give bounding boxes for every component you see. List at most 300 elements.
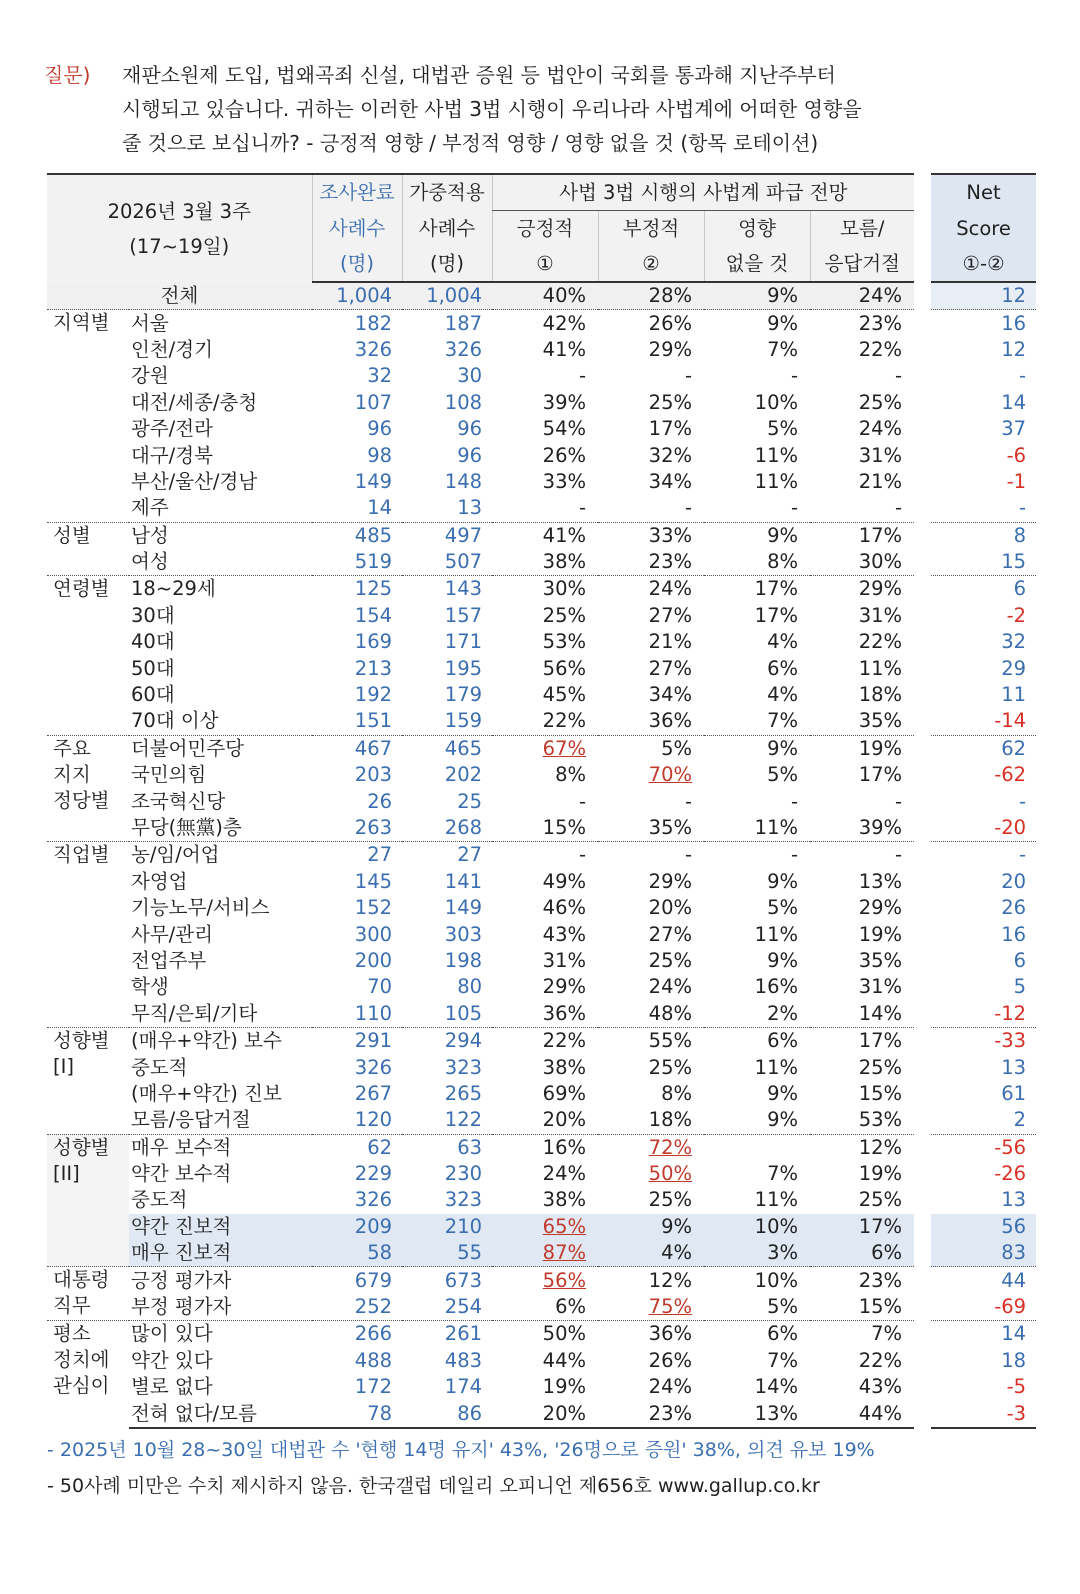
no-effect-pct: 9% [704, 310, 810, 337]
negative-pct: 36% [598, 1321, 704, 1348]
weighted-count: 261 [402, 1321, 492, 1348]
table-body [47, 282, 1036, 1428]
negative-pct: 12% [598, 1267, 704, 1294]
no-effect-pct: 10% [754, 390, 799, 414]
surveyed-count: 14 [367, 496, 393, 520]
table-row [47, 1001, 1036, 1028]
positive-pct: 39% [542, 390, 587, 414]
negative-pct: 26% [598, 310, 704, 337]
group-label: 성향별 [II] [47, 1134, 129, 1267]
period-header [47, 174, 312, 282]
surveyed-count: 62 [312, 1134, 402, 1161]
column-gap [914, 842, 931, 869]
surveyed-count: 291 [312, 1027, 402, 1054]
row-label: 부정 평가자 [131, 1295, 232, 1319]
weighted-count: 326 [444, 337, 483, 361]
dontknow-pct: 23% [810, 1267, 914, 1294]
surveyed-count: 154 [354, 603, 393, 627]
row-label: 서울 [129, 310, 312, 337]
positive-header-2: ① [492, 246, 598, 282]
no-effect-pct: - [790, 364, 799, 388]
row-label: 약간 있다 [131, 1348, 213, 1372]
table-row [47, 495, 1036, 522]
row-label: 제주 [131, 496, 169, 520]
column-gap [914, 1001, 931, 1028]
no-effect-pct: 4% [767, 683, 799, 707]
weighted-count: 202 [444, 763, 483, 787]
positive-pct: 33% [542, 469, 587, 493]
column-gap [914, 282, 931, 310]
weighted-count: 198 [444, 948, 483, 972]
net-header-2: Score [931, 211, 1036, 247]
weighted-count: 1,004 [402, 282, 492, 310]
surveyed-count: 58 [312, 1240, 402, 1267]
row-label: 모름/응답거절 [131, 1108, 251, 1132]
table-row [47, 869, 1036, 895]
dontknow-pct: 15% [858, 1081, 903, 1105]
positive-pct [492, 1267, 598, 1294]
weighted-count: 105 [444, 1001, 483, 1025]
negative-pct: - [684, 496, 693, 520]
row-label: 농/임/어업 [129, 842, 312, 869]
negative-pct: 23% [598, 1400, 704, 1427]
surveyed-count: 485 [312, 522, 402, 549]
dontknow-pct: - [810, 842, 914, 869]
weighted-count: 96 [457, 417, 483, 441]
positive-pct: 42% [492, 310, 598, 337]
positive-pct: 36% [542, 1001, 587, 1025]
weighted-count: 268 [444, 816, 483, 839]
footnotes [47, 1432, 875, 1504]
dontknow-pct: 19% [858, 922, 903, 946]
negative-pct-highlight: 75% [648, 1295, 693, 1319]
table-row [47, 416, 1036, 442]
surveyed-count: 203 [354, 763, 393, 787]
surveyed-header-3: (명) [312, 246, 402, 282]
weighted-count: 13 [457, 496, 483, 520]
surveyed-count: 172 [354, 1375, 393, 1399]
group-label: 성별 [47, 522, 129, 576]
row-label: 대구/경북 [131, 443, 213, 467]
net-score: 56 [931, 1214, 1036, 1240]
table-row [47, 921, 1036, 947]
negative-pct: 25% [648, 1055, 693, 1079]
positive-pct: 56% [542, 656, 587, 680]
weighted-count: 148 [444, 469, 483, 493]
weighted-count: 141 [444, 869, 483, 893]
table-row [47, 815, 1036, 842]
net-score: 6 [931, 576, 1036, 603]
table-row [47, 1374, 1036, 1400]
weighted-count: 96 [457, 443, 483, 467]
no-effect-pct: 3% [704, 1240, 810, 1267]
weighted-header-2: 사례수 [402, 211, 492, 247]
weighted-count: 187 [402, 310, 492, 337]
table-row [47, 629, 1036, 655]
table-row [47, 1134, 1036, 1161]
column-gap [914, 895, 931, 921]
positive-pct: 15% [542, 816, 587, 839]
surveyed-count: 266 [312, 1321, 402, 1348]
surveyed-count: 182 [312, 310, 402, 337]
no-effect-pct: 11% [754, 1188, 799, 1212]
column-gap [914, 735, 931, 762]
row-label: 부산/울산/경남 [131, 469, 258, 493]
negative-pct [598, 1294, 704, 1321]
column-gap [914, 869, 931, 895]
column-gap [914, 815, 931, 842]
surveyed-count: 151 [354, 709, 393, 733]
weighted-count: 230 [444, 1162, 483, 1186]
net-score: -2 [1006, 603, 1027, 627]
surveyed-count: 149 [354, 469, 393, 493]
positive-pct: 44% [542, 1348, 587, 1372]
surveyed-count: 98 [367, 443, 393, 467]
column-gap [914, 1107, 931, 1134]
net-score: 20 [1001, 869, 1027, 893]
row-label: 약간 진보적 [129, 1214, 312, 1240]
net-score: 18 [1001, 1348, 1027, 1372]
outlook-group-header: 사법 3법 시행의 사법계 파급 전망 [492, 174, 914, 211]
no-effect-pct: - [790, 496, 799, 520]
column-gap [914, 974, 931, 1000]
surveyed-count: 326 [354, 337, 393, 361]
dontknow-pct: 35% [858, 709, 903, 733]
positive-pct-highlight: 87% [542, 1241, 587, 1265]
negative-pct: 29% [648, 869, 693, 893]
positive-pct: 40% [492, 282, 598, 310]
net-score: 32 [1001, 630, 1027, 654]
negative-pct: 20% [648, 896, 693, 920]
column-gap [914, 1187, 931, 1213]
net-score: -3 [931, 1400, 1036, 1427]
positive-pct: 45% [542, 683, 587, 707]
no-effect-pct: 5% [767, 1295, 799, 1319]
no-effect-pct: 9% [767, 1108, 799, 1132]
footnote-previous-survey: - 2025년 10월 28~30일 대법관 수 '현행 14명 유지' 43%, '26명으로 증원' 38%, 의견 유보 19% [47, 1439, 875, 1461]
dontknow-pct: 25% [858, 1188, 903, 1212]
row-label: 인천/경기 [131, 337, 213, 361]
dontknow-pct: 31% [858, 443, 903, 467]
table-row [47, 1027, 1036, 1054]
positive-pct [492, 1240, 598, 1267]
negative-pct [598, 762, 704, 788]
net-score: 62 [931, 735, 1036, 762]
negative-pct: 25% [648, 1188, 693, 1212]
positive-pct: 38% [542, 1188, 587, 1212]
dontknow-pct: 13% [858, 869, 903, 893]
dontknow-pct: 17% [810, 1027, 914, 1054]
dontknow-pct: 35% [858, 948, 903, 972]
surveyed-count: 467 [312, 735, 402, 762]
group-label: 성향별 [I] [47, 1027, 129, 1134]
no-effect-header-2: 없을 것 [704, 246, 810, 282]
weighted-count: 30 [457, 364, 483, 388]
row-label: 40대 [131, 630, 175, 654]
period-dates: (17~19일) [129, 234, 230, 258]
row-label: 자영업 [131, 869, 188, 893]
table-row [47, 1321, 1036, 1348]
surveyed-count: 169 [354, 630, 393, 654]
row-label: 전혀 없다/모름 [129, 1400, 312, 1427]
row-label: 매우 보수적 [129, 1134, 312, 1161]
negative-pct [598, 1134, 704, 1161]
column-gap [914, 469, 931, 495]
weighted-count: 265 [444, 1081, 483, 1105]
positive-pct: 26% [542, 443, 587, 467]
footnote-source: - 50사례 미만은 수치 제시하지 않음. 한국갤럽 데일리 오피니언 제656호 www.gallup.co.kr [47, 1475, 820, 1497]
negative-header-2: ② [598, 246, 704, 282]
surveyed-header-2: 사례수 [312, 211, 402, 247]
weighted-count: 174 [444, 1375, 483, 1399]
net-score: -26 [994, 1162, 1027, 1186]
row-label: (매우+약간) 진보 [131, 1081, 282, 1105]
weighted-count: 323 [444, 1188, 483, 1212]
period-label: 2026년 3월 3주 [107, 199, 251, 223]
net-score: 83 [931, 1240, 1036, 1267]
dontknow-pct: 22% [858, 1348, 903, 1372]
negative-pct: 25% [648, 948, 693, 972]
negative-pct: 27% [648, 603, 693, 627]
column-gap [914, 1294, 931, 1321]
dontknow-pct: 11% [858, 656, 903, 680]
weighted-count: 507 [444, 550, 483, 574]
negative-pct: 29% [648, 337, 693, 361]
column-gap [914, 1240, 931, 1267]
positive-pct: 41% [542, 337, 587, 361]
positive-pct-highlight: 56% [542, 1268, 587, 1292]
positive-pct [492, 1214, 598, 1240]
row-label: 무당(無黨)층 [131, 816, 242, 839]
surveyed-count: 107 [354, 390, 393, 414]
column-gap [914, 363, 931, 389]
column-gap [914, 762, 931, 788]
negative-pct: 8% [661, 1081, 693, 1105]
net-score: 14 [1001, 390, 1027, 414]
row-label: 무직/은퇴/기타 [131, 1001, 258, 1025]
row-label: 약간 보수적 [131, 1162, 232, 1186]
column-gap [914, 1348, 931, 1374]
surveyed-count: 120 [354, 1108, 393, 1132]
no-effect-pct: 9% [767, 1081, 799, 1105]
positive-pct: 6% [555, 1295, 587, 1319]
weighted-count: 195 [444, 656, 483, 680]
net-score: -14 [994, 709, 1027, 733]
group-label: 연령별 [47, 576, 129, 735]
no-effect-pct: 16% [754, 975, 799, 999]
no-effect-pct: 14% [754, 1375, 799, 1399]
no-effect-header: 영향 [704, 211, 810, 247]
surveyed-header: 조사완료 [312, 174, 402, 211]
net-score: 44 [931, 1267, 1036, 1294]
weighted-count: 497 [402, 522, 492, 549]
dontknow-pct: 22% [858, 337, 903, 361]
row-label: 18~29세 [129, 576, 312, 603]
dontknow-pct: - [895, 364, 903, 388]
row-label: 매우 진보적 [129, 1240, 312, 1267]
table-row [47, 549, 1036, 576]
surveyed-count: 27 [312, 842, 402, 869]
dontknow-pct: 24% [858, 417, 903, 441]
weighted-count: 210 [402, 1214, 492, 1240]
weighted-count: 303 [444, 922, 483, 946]
weighted-count: 86 [402, 1400, 492, 1427]
negative-pct: 26% [648, 1348, 693, 1372]
positive-pct: 25% [542, 603, 587, 627]
negative-pct: 35% [648, 816, 693, 839]
table-row [47, 1267, 1036, 1294]
dontknow-pct: 6% [810, 1240, 914, 1267]
net-score: - [1019, 789, 1027, 813]
positive-pct: 30% [492, 576, 598, 603]
table-row [47, 1107, 1036, 1134]
positive-pct: 49% [542, 869, 587, 893]
negative-pct: 24% [648, 975, 693, 999]
table-row [47, 1214, 1036, 1240]
net-score: -33 [931, 1027, 1036, 1054]
total-label: 전체 [47, 282, 312, 310]
no-effect-pct: 8% [767, 550, 799, 574]
table-row-total [47, 282, 1036, 310]
column-gap [914, 1161, 931, 1187]
surveyed-count: 145 [354, 869, 393, 893]
dontknow-pct: 7% [810, 1321, 914, 1348]
surveyed-count: 209 [312, 1214, 402, 1240]
negative-pct: 48% [648, 1001, 693, 1025]
positive-pct: 53% [542, 630, 587, 654]
negative-pct: 27% [648, 656, 693, 680]
column-gap [914, 1267, 931, 1294]
table-row [47, 363, 1036, 389]
table-row [47, 337, 1036, 363]
negative-pct: 27% [648, 922, 693, 946]
results-table [47, 173, 1036, 1429]
group-label: 대통령 직무 [47, 1267, 129, 1321]
table-row [47, 576, 1036, 603]
weighted-count: 159 [444, 709, 483, 733]
positive-pct: 69% [542, 1081, 587, 1105]
column-gap [914, 603, 931, 629]
net-score: 13 [1001, 1188, 1027, 1212]
column-gap [914, 1374, 931, 1400]
row-label: 많이 있다 [129, 1321, 312, 1348]
row-label: 긍정 평가자 [129, 1267, 312, 1294]
net-score: -12 [994, 1001, 1027, 1025]
positive-pct [492, 735, 598, 762]
column-gap [914, 921, 931, 947]
net-score: 15 [1001, 550, 1027, 574]
row-label: 중도적 [131, 1055, 188, 1079]
negative-pct [598, 1161, 704, 1187]
positive-pct: 20% [492, 1400, 598, 1427]
group-label: 평소 정치에 관심이 [47, 1321, 129, 1428]
surveyed-count: 679 [312, 1267, 402, 1294]
net-score: - [1019, 496, 1027, 520]
table-row [47, 1400, 1036, 1427]
positive-pct: 50% [492, 1321, 598, 1348]
column-gap [914, 708, 931, 735]
dontknow-header: 모름/ [810, 211, 914, 247]
table-row [47, 390, 1036, 416]
net-score: 16 [1001, 922, 1027, 946]
dontknow-pct: 12% [810, 1134, 914, 1161]
net-score: 29 [1001, 656, 1027, 680]
no-effect-pct: 5% [767, 763, 799, 787]
group-label: 주요 지지 정당별 [47, 735, 129, 842]
surveyed-count: 96 [367, 417, 393, 441]
negative-pct: 24% [598, 576, 704, 603]
dontknow-pct: - [895, 496, 903, 520]
no-effect-pct: 4% [767, 630, 799, 654]
net-score: -20 [994, 816, 1027, 839]
question-line-3: 줄 것으로 보십니까? - 긍정적 영향 / 부정적 영향 / 영향 없을 것 (항목 로테이션) [122, 131, 819, 155]
dontknow-pct: 25% [858, 1055, 903, 1079]
no-effect-pct: 10% [704, 1214, 810, 1240]
net-score: -56 [931, 1134, 1036, 1161]
row-label: 전업주부 [131, 948, 207, 972]
no-effect-pct: 10% [704, 1267, 810, 1294]
positive-pct-highlight: 65% [542, 1214, 587, 1238]
dontknow-pct: 31% [858, 603, 903, 627]
net-score: 5 [1013, 975, 1027, 999]
table-row [47, 603, 1036, 629]
net-score: 16 [931, 310, 1036, 337]
dontknow-pct: 22% [858, 630, 903, 654]
group-label: 직업별 [47, 842, 129, 1028]
dontknow-pct: 17% [810, 522, 914, 549]
positive-pct: 22% [492, 1027, 598, 1054]
surveyed-count: 70 [367, 975, 393, 999]
column-gap [914, 549, 931, 576]
net-score: 8 [931, 522, 1036, 549]
weighted-count: 55 [402, 1240, 492, 1267]
weighted-count: 673 [402, 1267, 492, 1294]
dontknow-pct: 29% [858, 896, 903, 920]
dontknow-pct: 15% [858, 1295, 903, 1319]
net-score: 12 [931, 282, 1036, 310]
positive-pct: - [578, 496, 587, 520]
surveyed-count: 229 [354, 1162, 393, 1186]
row-label: 중도적 [131, 1188, 188, 1212]
weighted-count: 254 [444, 1295, 483, 1319]
dontknow-pct: 44% [810, 1400, 914, 1427]
row-label: 70대 이상 [131, 709, 219, 733]
no-effect-pct: 11% [754, 443, 799, 467]
positive-pct: 20% [542, 1108, 587, 1132]
weighted-count: 157 [444, 603, 483, 627]
positive-pct: 16% [492, 1134, 598, 1161]
dontknow-pct: 43% [858, 1375, 903, 1399]
column-gap [914, 788, 931, 814]
positive-pct-highlight: 67% [542, 736, 587, 760]
dontknow-pct: - [895, 789, 903, 813]
no-effect-pct: 5% [767, 417, 799, 441]
no-effect-pct: 9% [704, 522, 810, 549]
surveyed-count: 32 [367, 364, 393, 388]
positive-pct: 38% [542, 550, 587, 574]
dontknow-pct: 19% [858, 1162, 903, 1186]
surveyed-count: 326 [354, 1188, 393, 1212]
no-effect-pct: 6% [704, 1321, 810, 1348]
positive-pct: - [578, 789, 587, 813]
no-effect-pct: 2% [767, 1001, 799, 1025]
row-label: 남성 [129, 522, 312, 549]
row-label: 30대 [131, 603, 175, 627]
row-label: 여성 [131, 550, 169, 574]
surveyed-count: 1,004 [312, 282, 402, 310]
row-label: 학생 [131, 975, 169, 999]
no-effect-pct: 6% [704, 1027, 810, 1054]
